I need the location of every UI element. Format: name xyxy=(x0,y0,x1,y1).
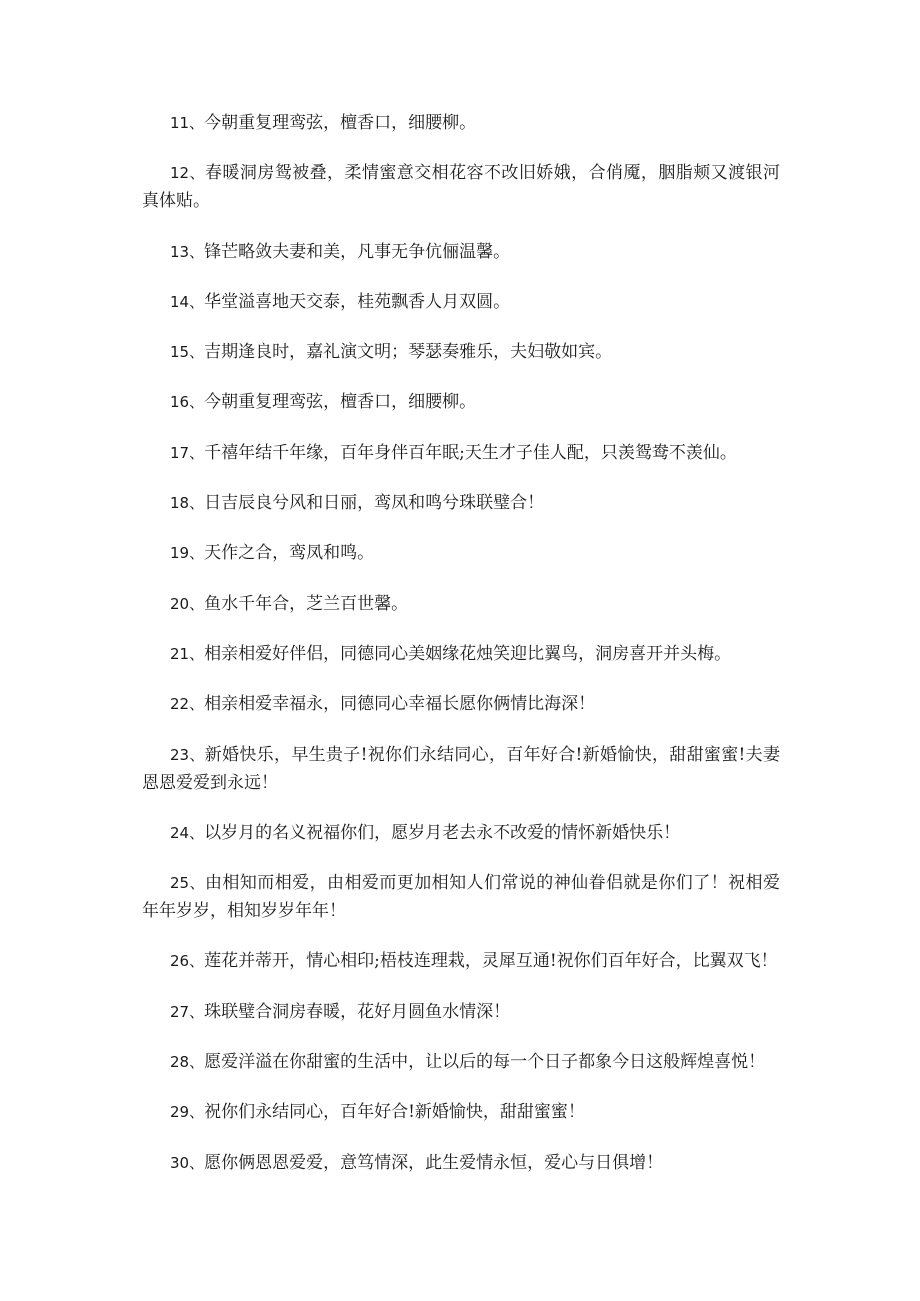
item-text: 愿爱洋溢在你甜蜜的生活中，让以后的每一个日子都象今日这般辉煌喜悦！ xyxy=(204,1052,766,1073)
item-number: 18、 xyxy=(170,494,205,513)
item-text: 千禧年结千年缘，百年身伴百年眠;天生才子佳人配，只羡鸳鸯不羡仙。 xyxy=(204,442,737,463)
item-text: 天作之合，鸾凤和鸣。 xyxy=(204,543,375,564)
list-item xyxy=(142,998,780,1026)
list-item xyxy=(142,1098,780,1126)
item-number: 11、 xyxy=(170,114,205,132)
item-number: 12、 xyxy=(170,164,205,183)
list-item xyxy=(142,640,780,668)
list-item xyxy=(142,741,780,797)
item-number: 23、 xyxy=(170,745,205,764)
item-number: 24、 xyxy=(170,823,205,842)
item-number: 22、 xyxy=(170,695,205,714)
list-item xyxy=(142,690,780,718)
list-item xyxy=(142,238,780,266)
item-text: 由相知而相爱，由相爱而更加相知人们常说的神仙眷侣就是你们了！祝相爱年年岁岁，相知岁岁年年！ xyxy=(142,873,780,922)
item-text: 吉期逢良时，嘉礼演文明；琴瑟奏雅乐，夫妇敬如宾。 xyxy=(204,342,613,363)
list-item xyxy=(142,388,780,416)
list-item xyxy=(142,590,780,618)
list-item xyxy=(142,819,780,847)
item-number: 14、 xyxy=(170,292,205,311)
item-text: 珠联璧合洞房春暖，花好月圆鱼水情深！ xyxy=(204,1001,511,1022)
item-text: 春暖洞房鸳被叠，柔情蜜意交相花容不改旧娇娥，合俏魇，胭脂颊又渡银河真体贴。 xyxy=(142,163,780,212)
item-text: 鱼水千年合，芝兰百世馨。 xyxy=(204,593,409,614)
list-item xyxy=(142,1048,780,1076)
item-text: 以岁月的名义祝福你们，愿岁月老去永不改爱的情怀新婚快乐！ xyxy=(204,822,681,843)
item-number: 26、 xyxy=(170,952,205,971)
item-number: 21、 xyxy=(170,644,205,663)
item-number: 19、 xyxy=(170,544,205,563)
item-text: 今朝重复理鸾弦，檀香口，细腰柳。 xyxy=(204,392,477,413)
item-number: 20、 xyxy=(170,594,205,613)
list-item xyxy=(142,539,780,567)
item-text: 华堂溢喜地天交泰，桂苑飘香人月双圆。 xyxy=(204,291,511,312)
item-number: 29、 xyxy=(170,1103,205,1122)
item-number: 15、 xyxy=(170,343,205,362)
item-text: 莲花并蒂开，情心相印;梧枝连理栽，灵犀互通!祝你们百年好合，比翼双飞！ xyxy=(204,951,778,972)
list-item xyxy=(142,1149,780,1177)
item-text: 愿你俩恩恩爱爱，意笃情深，此生爱情永恒，爱心与日俱增！ xyxy=(204,1152,664,1173)
list-item xyxy=(142,439,780,467)
item-text: 日吉辰良兮风和日丽，鸾凤和鸣兮珠联璧合！ xyxy=(204,493,545,514)
item-number: 27、 xyxy=(170,1002,205,1021)
item-number: 16、 xyxy=(170,393,205,412)
wish-list xyxy=(142,109,780,1199)
list-item xyxy=(142,109,780,137)
list-item xyxy=(142,869,780,925)
item-text: 新婚快乐，早生贵子!祝你们永结同心，百年好合!新婚愉快，甜甜蜜蜜!夫妻恩恩爱爱到永远！ xyxy=(142,744,781,793)
item-number: 17、 xyxy=(170,443,205,462)
item-text: 祝你们永结同心，百年好合!新婚愉快，甜甜蜜蜜！ xyxy=(204,1102,585,1123)
item-number: 28、 xyxy=(170,1053,205,1072)
item-number: 30、 xyxy=(170,1153,205,1172)
list-item xyxy=(142,288,780,316)
list-item xyxy=(142,489,780,517)
item-number: 25、 xyxy=(170,874,205,893)
list-item xyxy=(142,159,780,215)
item-text: 相亲相爱好伴侣，同德同心美姻缘花烛笑迎比翼鸟，洞房喜开并头梅。 xyxy=(204,643,732,664)
item-text: 相亲相爱幸福永，同德同心幸福长愿你俩情比海深！ xyxy=(204,694,596,715)
list-item xyxy=(142,947,780,975)
item-text: 今朝重复理鸾弦，檀香口，细腰柳。 xyxy=(204,113,477,133)
item-number: 13、 xyxy=(170,242,205,261)
list-item xyxy=(142,338,780,366)
item-text: 锋芒略敛夫妻和美，凡事无争伉俪温馨。 xyxy=(204,241,511,262)
